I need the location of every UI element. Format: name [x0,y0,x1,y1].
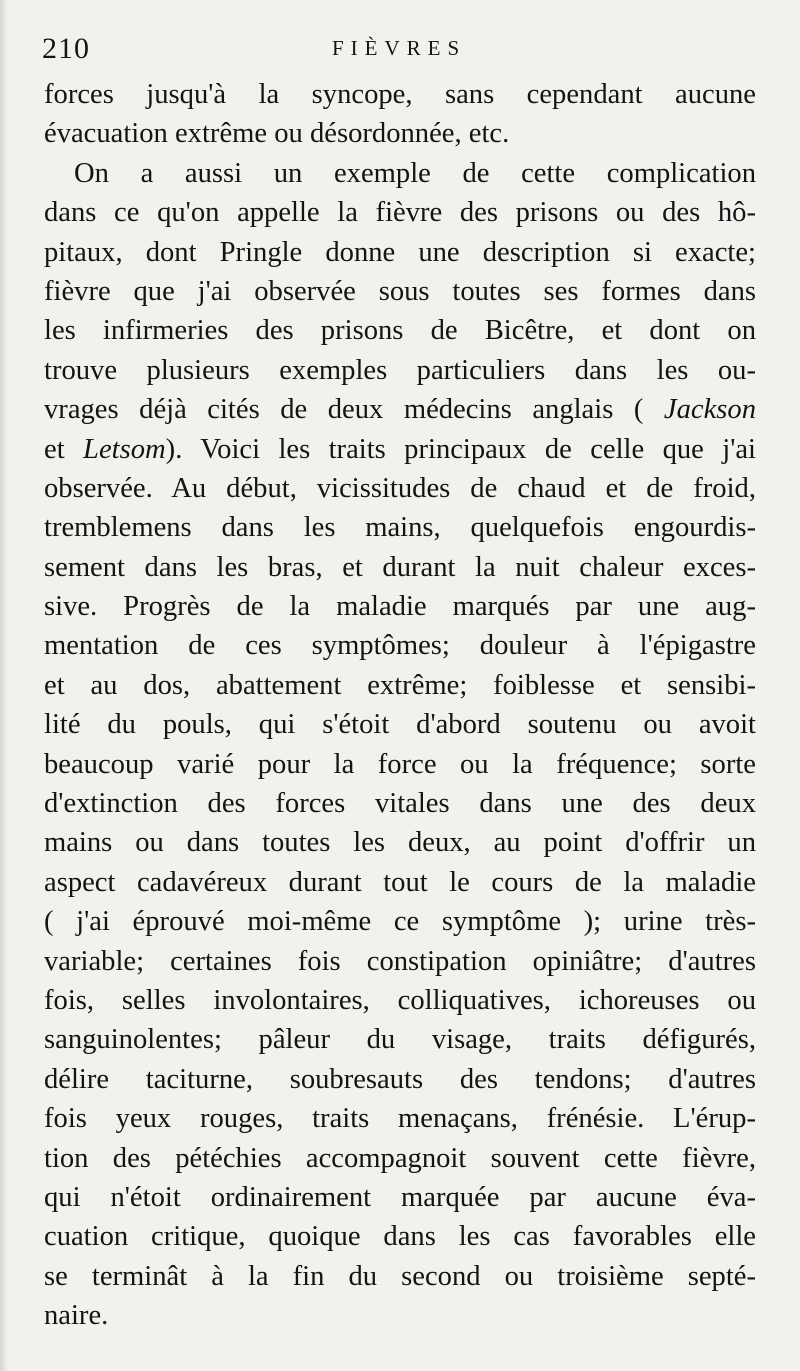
text-line: forces jusqu'à la syncope, sans cependant aucune [44,79,756,110]
page-header [42,32,760,72]
text-fragment: et [44,433,65,465]
text-line [44,430,756,469]
text-line: fièvre que j'ai observée sous toutes ses formes dans [44,275,756,307]
text-line: ( j'ai éprouvé moi-même ce symptôme ); urine très- [44,906,756,938]
text-line: tion des pétéchies accompagnoit souvent cette fièvre, [44,1142,756,1174]
text-line: d'extinction des forces vitales dans une des deux [44,788,756,820]
text-line: observée. Au début, vicissitudes de chaud et de froid, [44,472,756,504]
text-line: beaucoup varié pour la force ou la fréquence; sorte [44,748,756,780]
text-line: aspect cadavéreux durant tout le cours de la maladie [44,866,756,898]
text-line: délire taciturne, soubresauts des tendons; d'autres [44,1063,756,1095]
text-line: les infirmeries des prisons de Bicêtre, et dont on [44,315,756,347]
text-line: se terminât à la fin du second ou troisième septé- [44,1260,756,1292]
text-line: qui n'étoit ordinairement marquée par aucune éva- [44,1181,756,1213]
text-line: mentation de ces symptômes; douleur à l'épigastre [44,630,756,662]
body-text [44,75,756,1336]
text-fragment: ). Voici les traits principaux de celle que j'ai [165,433,756,465]
text-line: On a aussi un exemple de cette complication [74,157,756,189]
text-line: pitaux, dont Pringle donne une description si exacte; [44,236,756,268]
text-line: dans ce qu'on appelle la fièvre des prisons ou des hô- [44,197,756,229]
text-line: variable; certaines fois constipation opiniâtre; d'autres [44,945,756,977]
text-line: mains ou dans toutes les deux, au point d'offrir un [44,827,756,859]
text-line: naire. [44,1300,109,1332]
page-number: 210 [42,32,90,65]
italic-name-letsom: Letsom [83,433,166,465]
text-line: sive. Progrès de la maladie marqués par une aug- [44,591,756,623]
running-title: FIÈVRES [332,36,467,60]
text-line: sanguinolentes; pâleur du visage, traits défigurés, [44,1024,756,1056]
text-line: fois yeux rouges, traits menaçans, frénésie. L'érup- [44,1103,756,1135]
text-line: sement dans les bras, et durant la nuit chaleur exces- [44,551,756,583]
text-line: et au dos, abattement extrême; foiblesse et sensibi- [44,669,756,701]
text-line: évacuation extrême ou désordonnée, etc. [44,118,510,150]
page-gutter-shadow [0,0,8,1371]
italic-name-jackson: Jackson [663,394,756,426]
text-line: lité du pouls, qui s'étoit d'abord soutenu ou avoit [44,709,756,741]
text-line [44,390,756,429]
text-line: cuation critique, quoique dans les cas favorables elle [44,1221,756,1253]
text-line: tremblemens dans les mains, quelquefois engourdis- [44,512,756,544]
text-fragment: vrages déjà cités de deux médecins anglais ( [44,394,644,426]
text-line: fois, selles involontaires, colliquatives, ichoreuses ou [44,984,756,1016]
text-line: trouve plusieurs exemples particuliers dans les ou- [44,354,756,386]
